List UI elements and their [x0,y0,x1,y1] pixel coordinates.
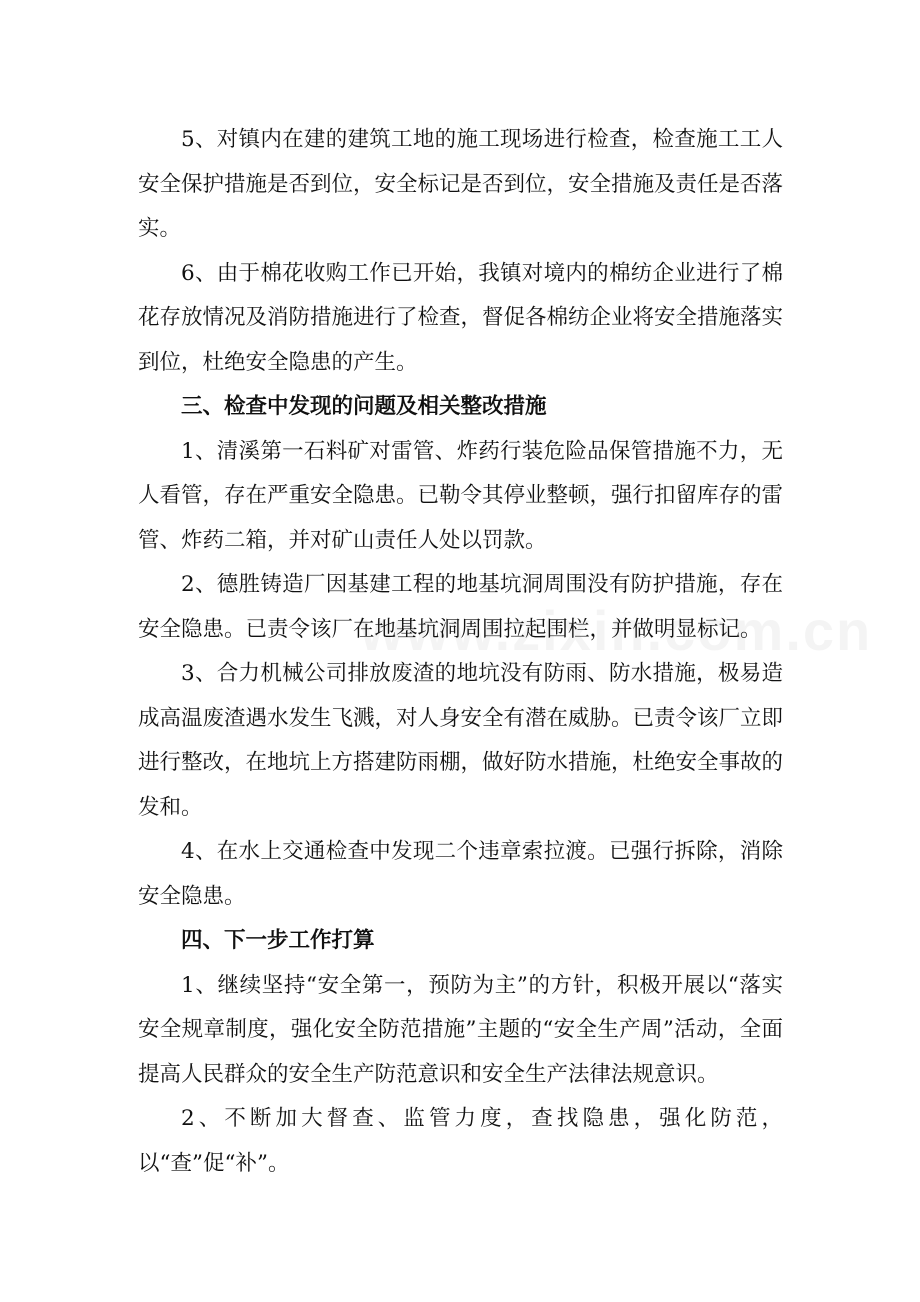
paragraph-item-6: 6、由于棉花收购工作已开始，我镇对境内的棉纺企业进行了棉花存放情况及消防措施进行了检查，督促各棉纺企业将安全措施落实到位，杜绝安全隐患的产生。 [138,260,784,375]
paragraph-plan-1: 1、继续坚持“安全第一，预防为主”的方针，积极开展以“落实安全规章制度，强化安全防范措施”主题的“安全生产周”活动，全面提高人民群众的安全生产防范意识和安全生产法律法规意识。 [138,972,783,1087]
section-heading-4: 四、下一步工作打算 [181,928,375,953]
paragraph-issue-1: 1、清溪第一石料矿对雷管、炸药行装危险品保管措施不力，无人看管，存在严重安全隐患。已勒令其停业整顿，强行扣留库存的雷管、炸药二箱，并对矿山责任人处以罚款。 [138,438,784,553]
paragraph-item-5: 5、对镇内在建的建筑工地的施工现场进行检查，检查施工工人安全保护措施是否到位，安全标记是否到位，安全措施及责任是否落实。 [138,127,784,241]
document-body [138,118,783,1186]
section-heading-3: 三、检查中发现的问题及相关整改措施 [181,394,547,419]
paragraph-plan-2: 2、不断加大督查、监管力度，查找隐患，强化防范，以“查”促“补”。 [138,1106,783,1176]
paragraph-issue-4: 4、在水上交通检查中发现二个违章索拉渡。已强行拆除，消除安全隐患。 [138,839,783,909]
paragraph-issue-2: 2、德胜铸造厂因基建工程的地基坑洞周围没有防护措施，存在安全隐患。已责令该厂在地基坑洞周围拉起围栏，并做明显标记。 [138,572,783,642]
paragraph-issue-3: 3、合力机械公司排放废渣的地坑没有防雨、防水措施，极易造成高温废渣遇水发生飞溅，对人身安全有潜在威胁。已责令该厂立即进行整改，在地坑上方搭建防雨棚，做好防水措施，杜绝安全事故的发和。 [138,661,784,820]
